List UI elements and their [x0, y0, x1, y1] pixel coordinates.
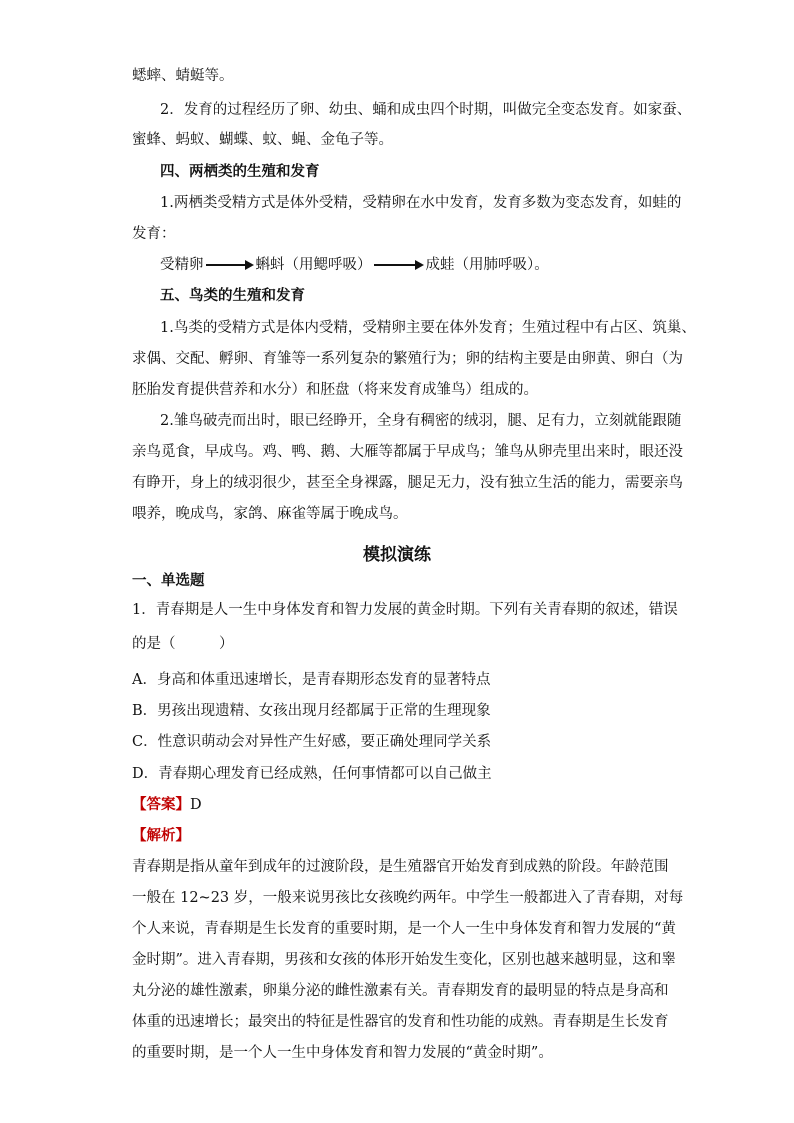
option-a: A．身高和体重迅速增长，是青春期形态发育的显著特点 [132, 672, 491, 688]
text-line: 蜜蜂、蚂蚁、蝴蝶、蚊、蝇、金龟子等。 [132, 132, 393, 148]
analysis-line: 体重的迅速增长；最突出的特征是性器官的发育和性功能的成熟。青春期是生长发育 [132, 1014, 669, 1030]
answer-value: D [190, 797, 202, 813]
analysis-line: 的重要时期，是一个人一生中身体发育和智力发展的“黄金时期”。 [132, 1045, 553, 1061]
arrow-icon [374, 260, 424, 270]
question-text: 的是（ ） [132, 636, 234, 652]
section-heading: 四、两栖类的生殖和发育 [160, 163, 320, 180]
analysis-line: 金时期”。进入青春期，男孩和女孩的体形开始发生变化，区别也越来越明显，这和睾 [132, 952, 676, 968]
chain-stage: 受精卵 [160, 257, 204, 273]
analysis-line: 一般在 12~23 岁，一般来说男孩比女孩晚约两年。中学生一般都进入了青春期，对每 [132, 890, 684, 906]
text-line: 蟋蟀、蜻蜓等。 [132, 68, 234, 84]
page-title: 模拟演练 [363, 545, 431, 565]
text-line: 有睁开，身上的绒羽很少，甚至全身裸露，腿足无力，没有独立生活的能力，需要亲鸟 [132, 475, 683, 491]
option-b: B．男孩出现遗精、女孩出现月经都属于正常的生理现象 [132, 703, 491, 719]
text-line: 2.雏鸟破壳而出时，眼已经睁开，全身有稠密的绒羽，腿、足有力，立刻就能跟随 [160, 413, 682, 429]
text-line: 胚胎发育提供营养和水分）和胚盘（将来发育成雏鸟）组成的。 [132, 382, 538, 398]
chain-stage: 蝌蚪（用鳃呼吸） [255, 257, 372, 273]
analysis-line: 青春期是指从童年到成年的过渡阶段，是生殖器官开始发育到成熟的阶段。年龄范围 [132, 859, 669, 875]
analysis-line: 丸分泌的雄性激素，卵巢分泌的雌性激素有关。青春期发育的最明显的特点是身高和 [132, 983, 669, 999]
text-line: 喂养，晚成鸟，家鸽、麻雀等属于晚成鸟。 [132, 506, 408, 522]
text-line: 发育： [132, 226, 176, 242]
section-heading: 五、鸟类的生殖和发育 [160, 287, 305, 304]
chain-stage: 成蛙（用肺呼吸）。 [425, 257, 549, 273]
question-text: 1．青春期是人一生中身体发育和智力发展的黄金时期。下列有关青春期的叙述，错误 [132, 602, 678, 618]
answer-label: 【答案】 [132, 796, 190, 813]
analysis-line: 个人来说，青春期是生长发育的重要时期，是一个人一生中身体发育和智力发展的“黄 [132, 921, 676, 937]
text-line: 1.两栖类受精方式是体外受精，受精卵在水中发育，发育多数为变态发育，如蛙的 [160, 195, 682, 211]
option-c: C．性意识萌动会对异性产生好感，要正确处理同学关系 [132, 734, 492, 750]
text-line: 求偶、交配、孵卵、育雏等一系列复杂的繁殖行为；卵的结构主要是由卵黄、卵白（为 [132, 351, 683, 367]
text-line: 1.鸟类的受精方式是体内受精，受精卵主要在体外发育；生殖过程中有占区、筑巢、 [160, 320, 696, 336]
answer-line [132, 795, 202, 815]
text-line: 亲鸟觅食，早成鸟。鸡、鸭、鹅、大雁等都属于早成鸟；雏鸟从卵壳里出来时，眼还没 [132, 444, 683, 460]
development-chain [160, 255, 549, 275]
section-heading: 一、单选题 [132, 572, 205, 589]
option-d: D．青春期心理发育已经成熟，任何事情都可以自己做主 [132, 766, 492, 782]
text-line: 2．发育的过程经历了卵、幼虫、蛹和成虫四个时期，叫做完全变态发育。如家蚕、 [160, 102, 692, 118]
arrow-icon [206, 260, 254, 270]
analysis-label: 【解析】 [132, 827, 190, 844]
